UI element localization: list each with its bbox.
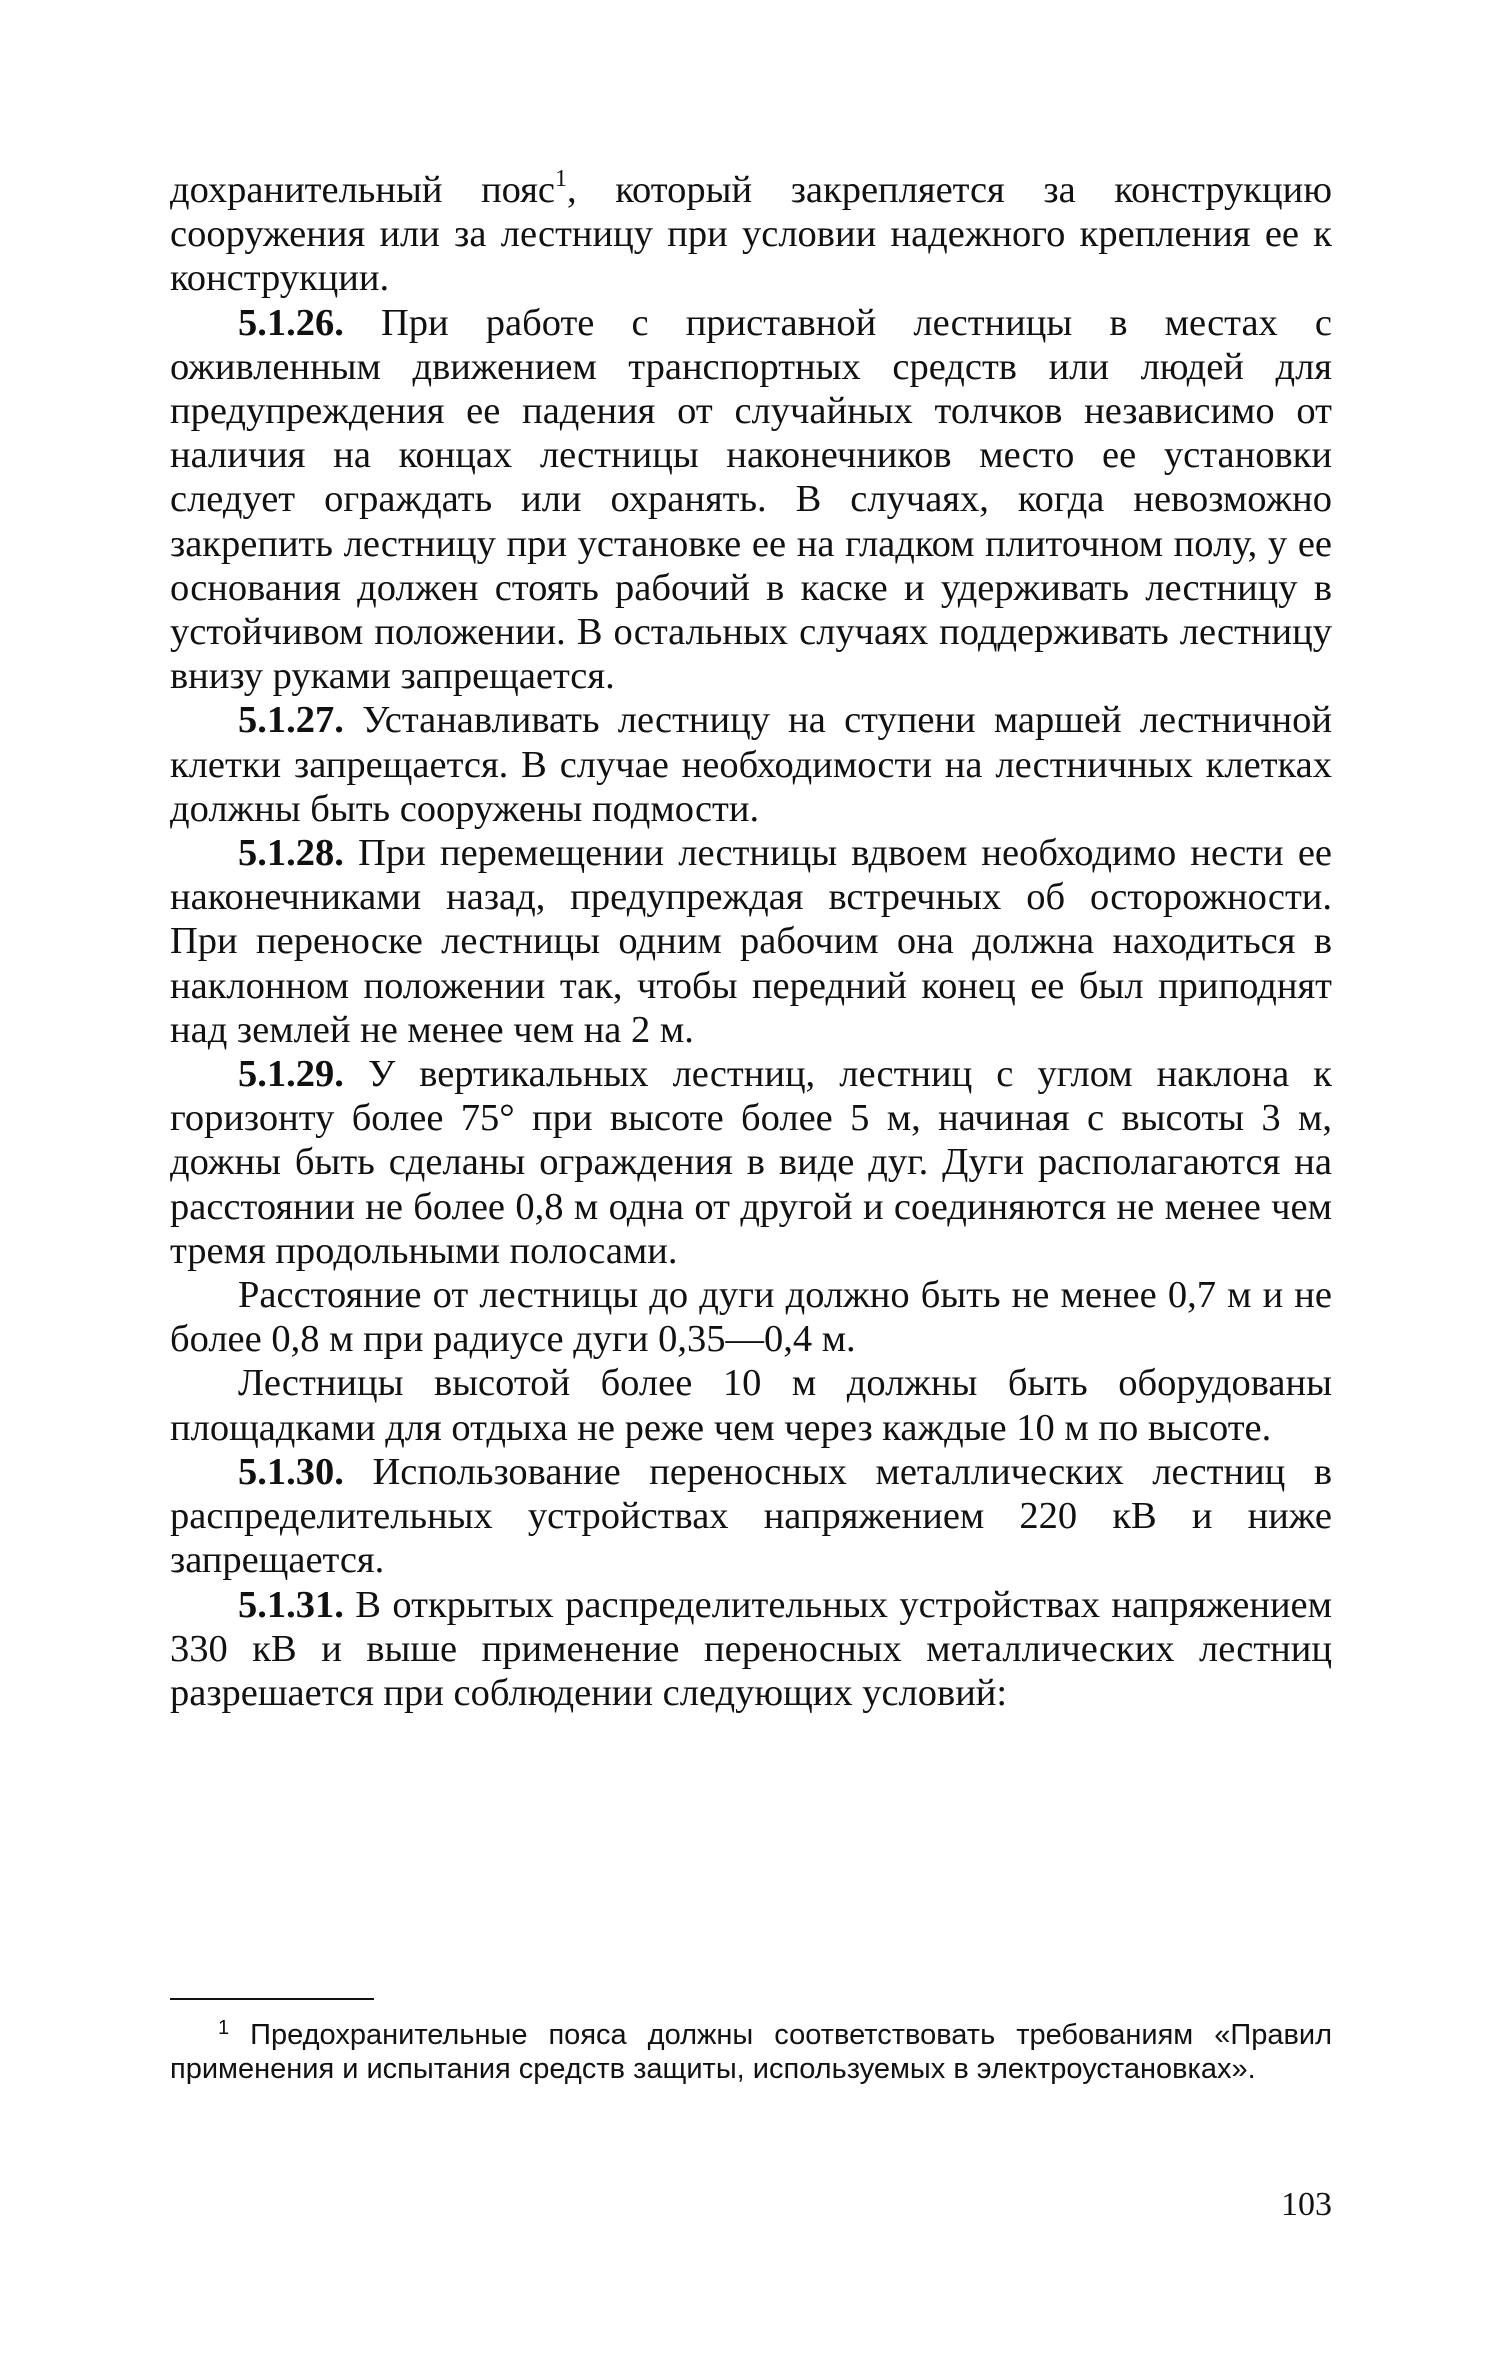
- paragraph-text: , который закрепляется за конструкцию сооружения или за лестницу при условии надежного крепления ее к конструкции.: [170, 169, 1332, 300]
- page-number: 103: [1281, 2186, 1332, 2223]
- section-number: 5.1.28.: [238, 832, 344, 875]
- section-text: У вертикальных лестниц, лестниц с углом наклона к горизонту более 75° при высоте более 5 м, начиная с высоты 3 м, дожны быть сделаны ограждения в виде дуг. Дуги располагаются на расстоянии не более 0,8 м одна от другой и соединяются не менее чем тремя продольными полосами.: [170, 1053, 1332, 1272]
- section-number: 5.1.26.: [238, 301, 344, 344]
- footnote-marker: 1: [218, 2017, 230, 2039]
- paragraph-continuation: [170, 168, 1332, 301]
- section-number: 5.1.30.: [238, 1450, 344, 1493]
- footnote-reference: 1: [555, 166, 567, 192]
- paragraph-arc-distance: Расстояние от лестницы до дуги должно быть не менее 0,7 м и не более 0,8 м при радиусе дуги 0,35—0,4 м.: [170, 1274, 1332, 1361]
- section-text: При работе с приставной лестницы в местах с оживленным движением транспортных средств или людей для предупреждения ее падения от случайных толчков независимо от наличия на концах лестницы наконечников место ее установки следует ограждать или охранять. В случаях, когда невозможно закрепить лестницу при установке ее на гладком плиточном полу, у ее основания должен стоять рабочий в каске и удерживать лестницу в устойчивом положении. В остальных случаях поддерживать лестницу внизу руками запрещается.: [170, 301, 1333, 698]
- footnote-text: Предохранительные пояса должны соответствовать требованиям «Правил применения и испытания средств защиты, используемых в электроустановках».: [170, 2019, 1332, 2085]
- section-text: Использование переносных металлических лестниц в распределительных устройствах напряжением 220 кВ и ниже запрещается.: [170, 1450, 1333, 1582]
- section-number: 5.1.31.: [238, 1583, 344, 1626]
- footnote-area: [170, 2018, 1332, 2086]
- paragraph-text: дохранительный пояс: [170, 169, 555, 211]
- footnote-divider: [170, 1998, 374, 2000]
- section-number: 5.1.27.: [238, 699, 344, 742]
- section-number: 5.1.29.: [238, 1053, 344, 1096]
- section-text: При перемещении лестницы вдвоем необходимо нести ее наконечниками назад, предупреждая встречных об осторожности. При переноске лестницы одним рабочим она должна находиться в наклонном положении так, чтобы передний конец ее был приподнят над землей не менее чем на 2 м.: [170, 832, 1332, 1051]
- section-5-1-29: [170, 1052, 1332, 1273]
- section-5-1-26: [170, 301, 1332, 699]
- section-5-1-31: [170, 1583, 1332, 1716]
- footnote: [170, 2018, 1332, 2086]
- section-5-1-28: [170, 831, 1332, 1052]
- section-5-1-30: [170, 1450, 1332, 1583]
- section-text: Устанавливать лестницу на ступени маршей лестничной клетки запрещается. В случае необходимости на лестничных клетках должны быть сооружены подмости.: [170, 699, 1333, 830]
- page-body: [170, 168, 1332, 1715]
- paragraph-rest-platforms: Лестницы высотой более 10 м должны быть оборудованы площадками для отдыха не реже чем через каждые 10 м по высоте.: [170, 1362, 1332, 1449]
- section-5-1-27: [170, 698, 1332, 831]
- section-text: В открытых распределительных устройствах напряжением 330 кВ и выше применение переносных металлических лестниц разрешается при соблюдении следующих условий:: [170, 1583, 1332, 1714]
